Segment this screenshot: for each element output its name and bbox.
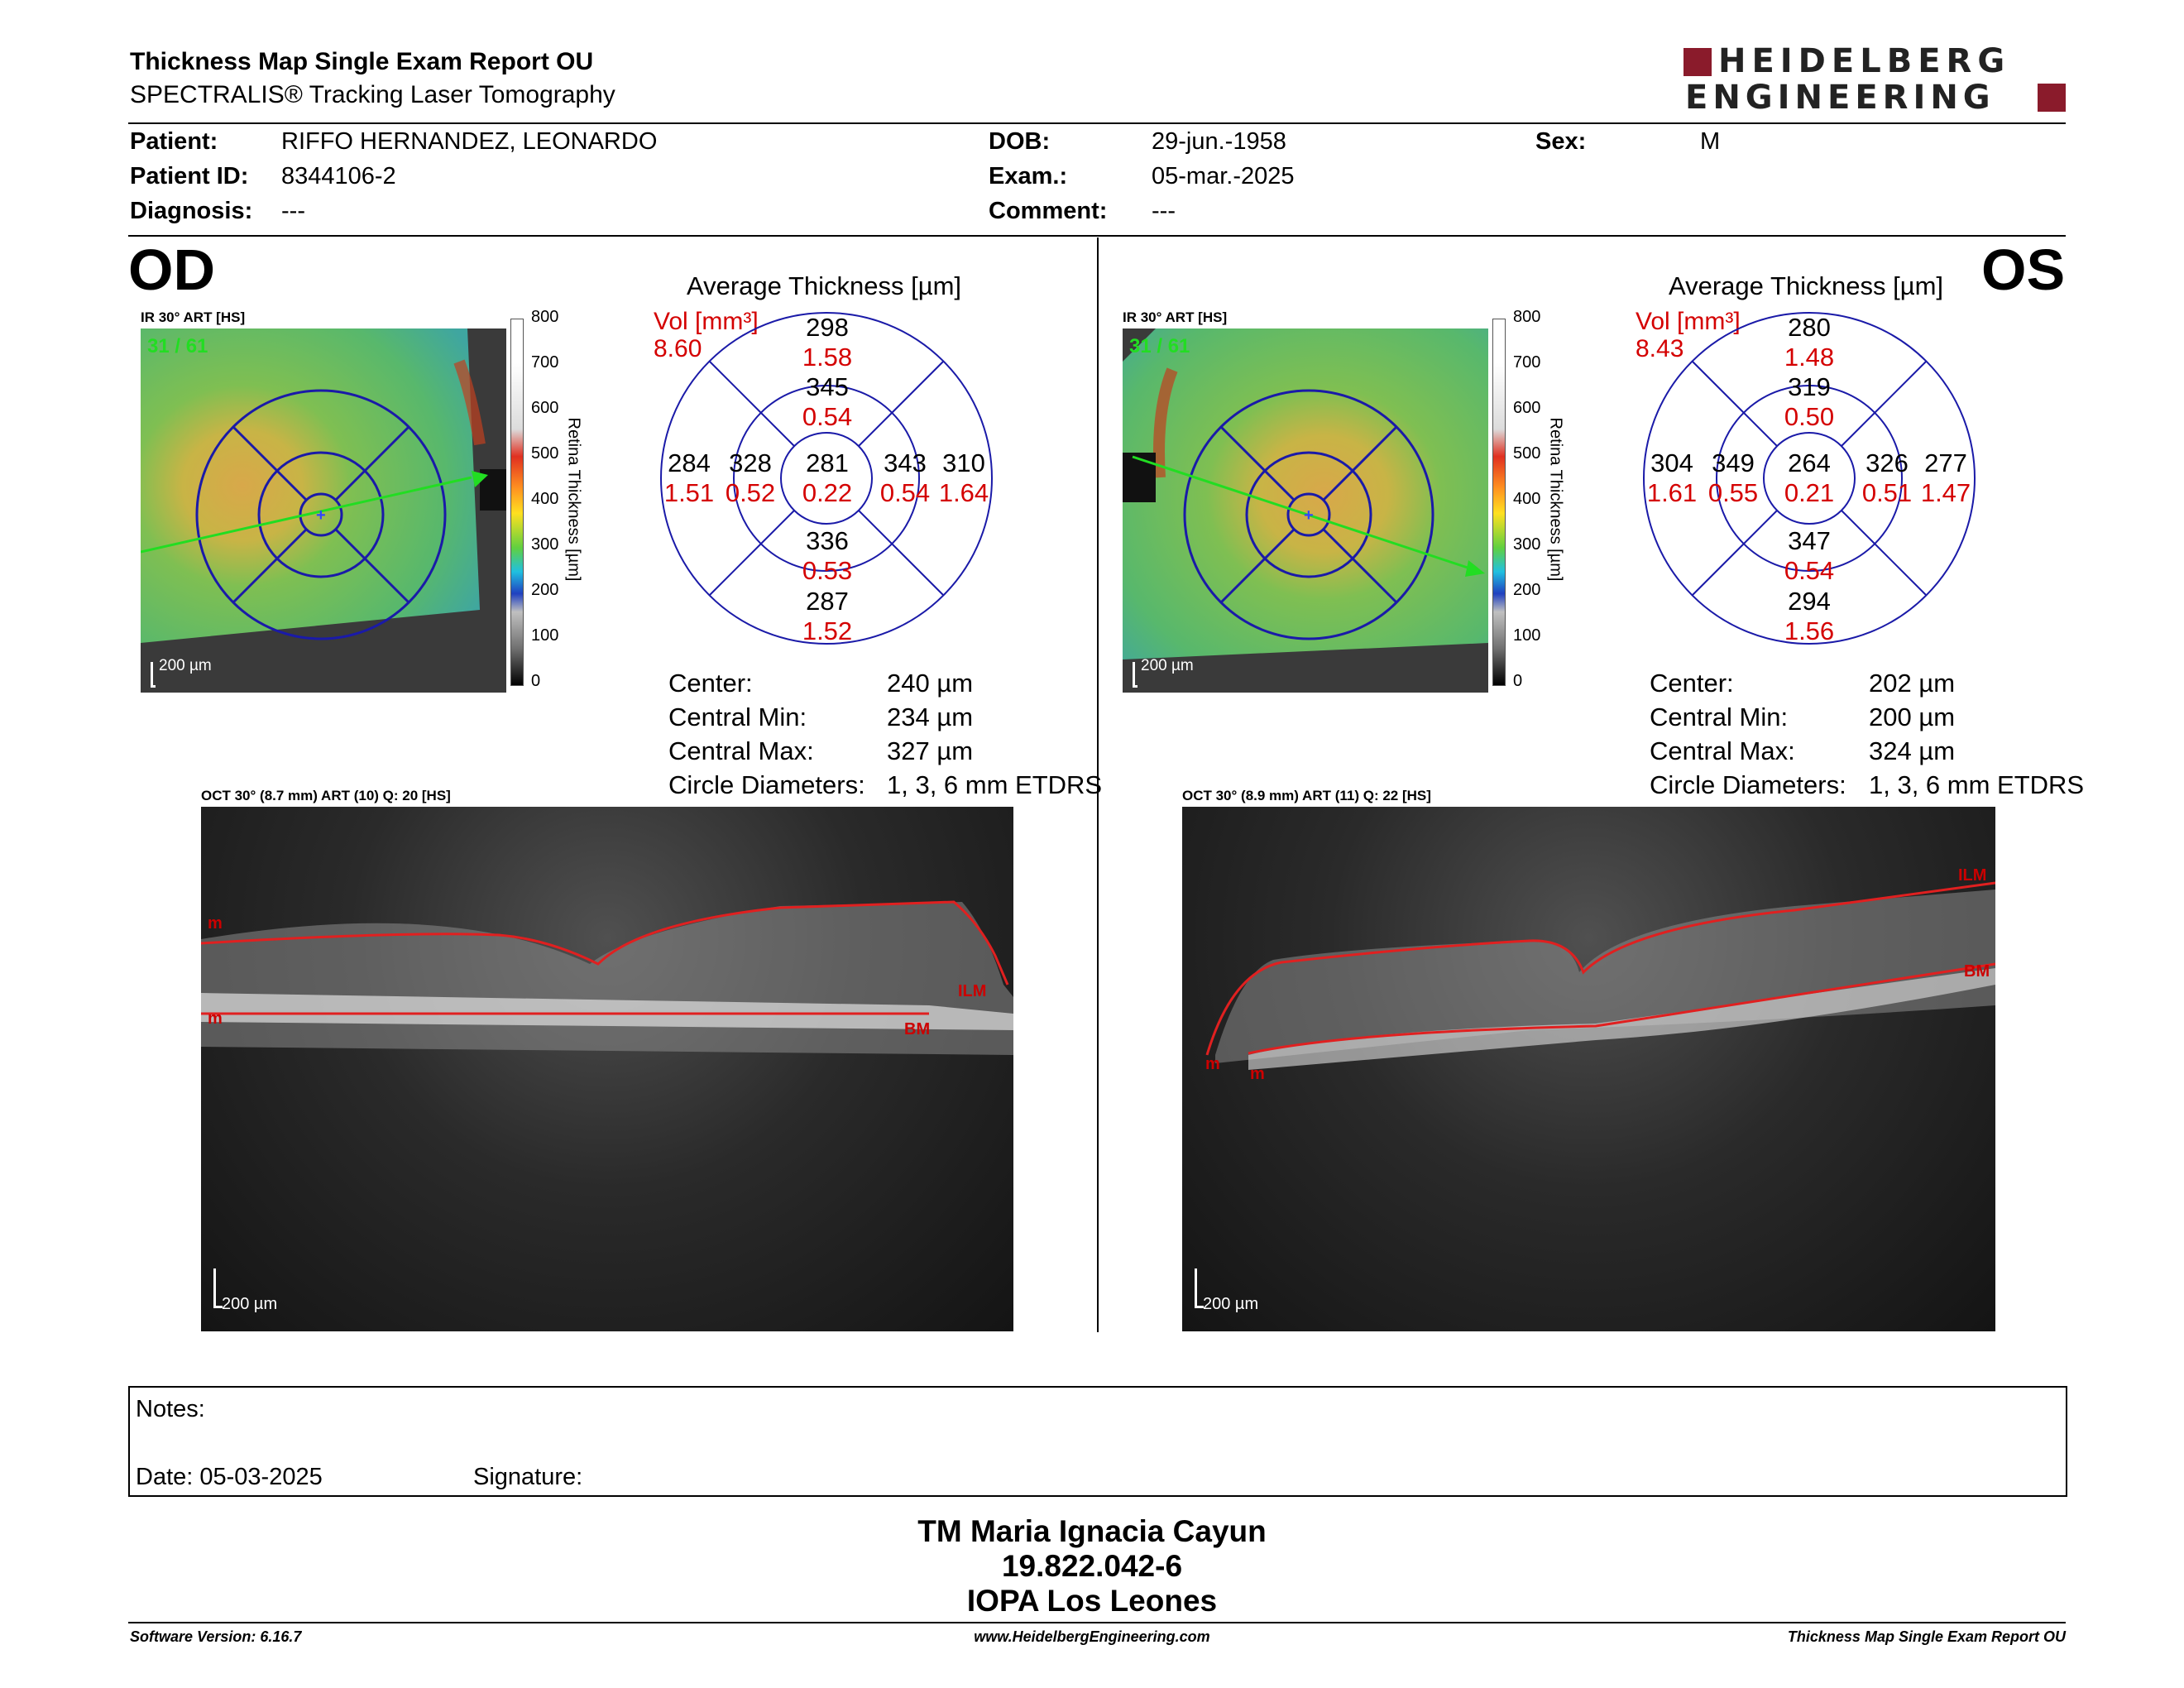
- od-central-max-label: Central Max:: [668, 736, 814, 765]
- od-oct-scan: [201, 807, 1013, 1331]
- report-subtitle: SPECTRALIS® Tracking Laser Tomography: [130, 81, 615, 108]
- patient-rule: [128, 235, 2066, 237]
- svg-text:+: +: [1304, 506, 1314, 525]
- logo-square-bottom: [2038, 84, 2066, 112]
- os-frame-count: 31 / 61: [1129, 335, 1190, 357]
- svg-text:+: +: [316, 506, 326, 525]
- sex-value: M: [1700, 128, 1721, 155]
- od-sector-outer-left: [659, 448, 720, 508]
- os-central-max-value: 324 µm: [1869, 736, 1956, 765]
- os-vol-value: 8.43: [1636, 335, 1684, 362]
- os-fundus-svg: [1123, 328, 1488, 693]
- os-central-max-label: Central Max:: [1650, 736, 1795, 765]
- od-vol-value: 8.60: [654, 335, 702, 362]
- footer-software-version: Software Version: 6.16.7: [130, 1628, 302, 1645]
- sex-label: Sex:: [1535, 128, 1587, 155]
- os-oct-bm: BM: [1964, 962, 1990, 981]
- os-ir-label: IR 30° ART [HS]: [1123, 309, 1228, 325]
- os-outer-right-volume: 1.47: [1920, 478, 1971, 507]
- od-outer-left-volume: 1.51: [663, 478, 715, 507]
- od-oct-label: OCT 30° (8.7 mm) ART (10) Q: 20 [HS]: [201, 788, 451, 803]
- os-sector-inner-sup: [1776, 372, 1842, 432]
- patient-id-label: Patient ID:: [130, 163, 249, 189]
- od-fundus-map: [141, 328, 506, 693]
- od-inner-left-volume: 0.52: [725, 478, 776, 507]
- os-outer-sup-volume: 1.48: [1784, 343, 1835, 372]
- od-oct-bm: BM: [904, 1020, 931, 1038]
- footer-report-name: Thickness Map Single Exam Report OU: [1787, 1628, 2066, 1645]
- od-oct-svg: [201, 807, 1013, 1331]
- od-center-value: 240 µm: [887, 669, 974, 698]
- od-inner-left-thickness: 328: [729, 448, 772, 477]
- os-inner-right-thickness: 326: [1866, 448, 1909, 477]
- os-oct-scale: 200 µm: [1203, 1295, 1259, 1313]
- signer-id: 19.822.042-6: [1001, 1549, 1183, 1583]
- od-sector-outer-right: [933, 448, 994, 508]
- od-outer-right-thickness: 310: [942, 448, 985, 477]
- od-vol-label: Vol [mm³]: [654, 308, 759, 335]
- exam-label: Exam.:: [989, 163, 1068, 189]
- od-sector-inner-inf: [794, 526, 860, 586]
- od-tick-300: 300: [531, 535, 559, 554]
- os-tick-500: 500: [1513, 444, 1541, 463]
- os-central-min-value: 200 µm: [1869, 703, 1956, 731]
- notes-label: Notes:: [136, 1396, 205, 1422]
- logo-square-top: [1684, 48, 1712, 76]
- os-center-volume: 0.21: [1784, 478, 1835, 507]
- comment-value: ---: [1152, 198, 1176, 224]
- od-center-label: Center:: [668, 669, 753, 698]
- os-center-value: 202 µm: [1869, 669, 1956, 698]
- os-eye-label: OS: [1981, 237, 2066, 302]
- os-inner-right-volume: 0.51: [1861, 478, 1913, 507]
- od-center-volume: 0.22: [802, 478, 853, 507]
- od-tick-800: 800: [531, 308, 559, 326]
- os-central-min-label: Central Min:: [1650, 703, 1789, 731]
- od-frame-count: 31 / 61: [147, 335, 208, 357]
- os-inner-left-thickness: 349: [1712, 448, 1755, 477]
- os-colorbar-ticks: [1513, 308, 1546, 697]
- footer-website-link[interactable]: www.HeidelbergEngineering.com: [974, 1628, 1210, 1645]
- os-colorbar: [1492, 319, 1506, 686]
- od-inner-right-volume: 0.54: [879, 478, 931, 507]
- od-central-max-value: 327 µm: [887, 736, 974, 765]
- os-tick-700: 700: [1513, 353, 1541, 372]
- od-sector-outer-inf: [794, 587, 860, 646]
- od-tick-600: 600: [531, 399, 559, 417]
- dob-label: DOB:: [989, 128, 1051, 155]
- os-colorbar-title: Retina Thickness [µm]: [1546, 417, 1565, 582]
- od-outer-inf-volume: 1.52: [802, 616, 853, 645]
- heidelberg-logo: [1684, 42, 2066, 117]
- os-oct-svg: [1182, 807, 1995, 1331]
- os-tick-400: 400: [1513, 490, 1541, 508]
- od-tick-700: 700: [531, 353, 559, 372]
- od-sector-inner-left: [720, 448, 781, 508]
- od-center-thickness: 281: [806, 448, 849, 477]
- os-oct-m-right: m: [1250, 1065, 1265, 1083]
- os-inner-sup-thickness: 319: [1788, 372, 1831, 401]
- od-eye-label: OD: [128, 237, 215, 302]
- od-inner-sup-volume: 0.54: [802, 402, 853, 431]
- os-tick-200: 200: [1513, 581, 1541, 599]
- os-map-scale: 200 µm: [1141, 657, 1194, 674]
- signer-institution: IOPA Los Leones: [966, 1584, 1218, 1618]
- od-colorbar-title: Retina Thickness [µm]: [564, 417, 583, 582]
- os-vol-label: Vol [mm³]: [1636, 308, 1741, 335]
- od-tick-100: 100: [531, 626, 559, 645]
- od-tick-0: 0: [531, 672, 541, 690]
- od-sector-inner-right: [874, 448, 936, 508]
- od-central-min-label: Central Min:: [668, 703, 807, 731]
- od-oct-m-top: m: [208, 914, 223, 933]
- diagnosis-value: ---: [281, 198, 305, 224]
- os-sector-outer-sup: [1776, 313, 1842, 372]
- os-sector-outer-inf: [1776, 587, 1842, 646]
- logo-line1: HEIDELBERG: [1718, 42, 2011, 80]
- od-tick-200: 200: [531, 581, 559, 599]
- od-colorbar: [510, 319, 524, 686]
- patient-name: RIFFO HERNANDEZ, LEONARDO: [281, 128, 658, 155]
- os-tick-800: 800: [1513, 308, 1541, 326]
- os-outer-inf-thickness: 294: [1788, 587, 1831, 616]
- signer-name: TM Maria Ignacia Cayun: [917, 1514, 1267, 1548]
- footer-rule: [128, 1622, 2066, 1623]
- od-inner-inf-volume: 0.53: [802, 556, 853, 585]
- notes-date: Date: 05-03-2025: [136, 1464, 323, 1490]
- os-circle-diam-value: 1, 3, 6 mm ETDRS: [1869, 770, 2085, 799]
- os-sector-center: [1776, 448, 1842, 508]
- od-avg-thickness-title: Average Thickness [µm]: [687, 271, 962, 300]
- os-outer-right-thickness: 277: [1924, 448, 1967, 477]
- od-oct-scale: 200 µm: [222, 1295, 278, 1313]
- patient-id: 8344106-2: [281, 163, 396, 189]
- dob-value: 29-jun.-1958: [1152, 128, 1286, 155]
- os-sector-inner-right: [1856, 448, 1918, 508]
- od-tick-500: 500: [531, 444, 559, 463]
- os-outer-inf-volume: 1.56: [1784, 616, 1835, 645]
- signature-label: Signature:: [473, 1464, 583, 1490]
- report-title: Thickness Map Single Exam Report OU: [130, 48, 594, 75]
- od-map-scale-bar: [151, 662, 156, 688]
- header-rule: [128, 122, 2066, 124]
- os-sector-outer-left: [1641, 448, 1703, 508]
- od-map-scale: 200 µm: [159, 657, 212, 674]
- comment-label: Comment:: [989, 198, 1108, 224]
- od-inner-sup-thickness: 345: [806, 372, 849, 401]
- os-center-thickness: 264: [1788, 448, 1831, 477]
- os-oct-scan: [1182, 807, 1995, 1331]
- od-oct-ilm: ILM: [958, 982, 987, 1000]
- patient-label: Patient:: [130, 128, 218, 155]
- os-inner-left-volume: 0.55: [1707, 478, 1759, 507]
- od-fundus-svg: [141, 328, 506, 693]
- os-tick-0: 0: [1513, 672, 1523, 690]
- os-circle-diam-label: Circle Diameters:: [1650, 770, 1846, 799]
- os-fundus-map: [1123, 328, 1488, 693]
- os-avg-thickness-title: Average Thickness [µm]: [1669, 271, 1944, 300]
- od-sector-inner-sup: [794, 372, 860, 432]
- od-sector-outer-sup: [794, 313, 860, 372]
- od-inner-right-thickness: 343: [884, 448, 927, 477]
- exam-value: 05-mar.-2025: [1152, 163, 1295, 189]
- od-outer-sup-thickness: 298: [806, 313, 849, 342]
- notes-box[interactable]: [128, 1386, 2067, 1497]
- os-inner-inf-volume: 0.54: [1784, 556, 1835, 585]
- os-oct-ilm: ILM: [1958, 866, 1987, 885]
- os-inner-inf-thickness: 347: [1788, 526, 1831, 555]
- os-oct-label: OCT 30° (8.9 mm) ART (11) Q: 22 [HS]: [1182, 788, 1431, 803]
- os-tick-600: 600: [1513, 399, 1541, 417]
- os-sector-outer-right: [1915, 448, 1976, 508]
- os-map-scale-bar: [1133, 662, 1138, 688]
- od-outer-right-volume: 1.64: [938, 478, 989, 507]
- os-sector-inner-inf: [1776, 526, 1842, 586]
- od-circle-diam-label: Circle Diameters:: [668, 770, 865, 799]
- os-center-label: Center:: [1650, 669, 1734, 698]
- od-outer-left-thickness: 284: [668, 448, 711, 477]
- os-inner-sup-volume: 0.50: [1784, 402, 1835, 431]
- os-oct-m-left: m: [1205, 1055, 1220, 1073]
- od-outer-sup-volume: 1.58: [802, 343, 853, 372]
- od-colorbar-ticks: [531, 308, 564, 697]
- os-outer-sup-thickness: 280: [1788, 313, 1831, 342]
- os-outer-left-volume: 1.61: [1646, 478, 1698, 507]
- os-tick-300: 300: [1513, 535, 1541, 554]
- od-tick-400: 400: [531, 490, 559, 508]
- os-outer-left-thickness: 304: [1650, 448, 1693, 477]
- od-outer-inf-thickness: 287: [806, 587, 849, 616]
- os-tick-100: 100: [1513, 626, 1541, 645]
- os-sector-inner-left: [1703, 448, 1764, 508]
- diagnosis-label: Diagnosis:: [130, 198, 253, 224]
- od-circle-diam-value: 1, 3, 6 mm ETDRS: [887, 770, 1103, 799]
- od-inner-inf-thickness: 336: [806, 526, 849, 555]
- od-oct-m-bottom: m: [208, 1009, 223, 1028]
- od-sector-center: [794, 448, 860, 508]
- logo-line2: ENGINEERING: [1685, 79, 1995, 117]
- od-central-min-value: 234 µm: [887, 703, 974, 731]
- od-ir-label: IR 30° ART [HS]: [141, 309, 246, 325]
